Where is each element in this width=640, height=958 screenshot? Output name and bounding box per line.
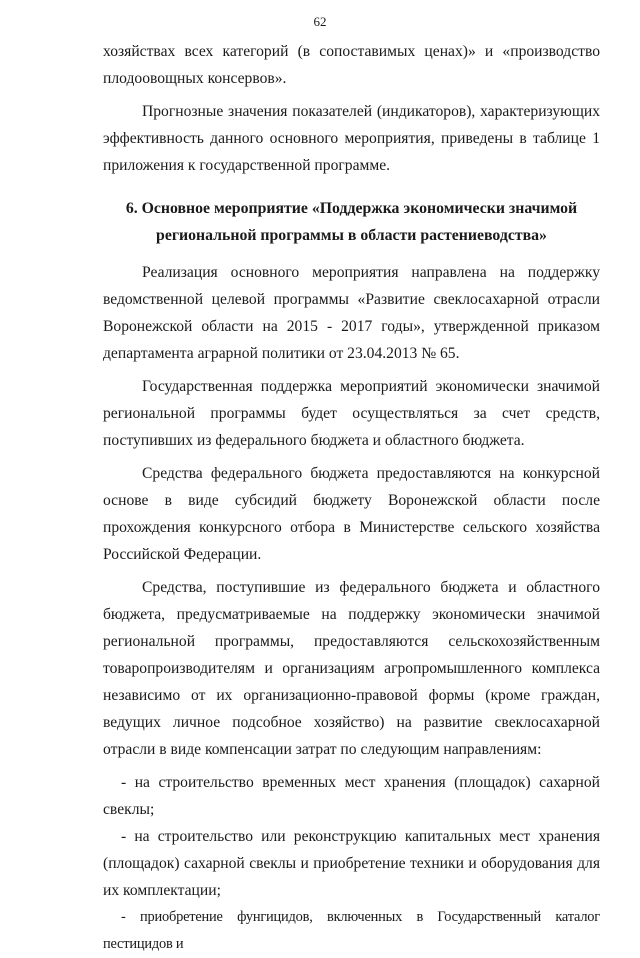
paragraph-implementation: Реализация основного мероприятия направлена на поддержку ведомственной целевой программы «Развитие свеклосахарной отрасли Воронежской области на 2015 - 2017 годы», утвержденной приказом департамента аграрной политики от 23.04.2013 № 65. bbox=[103, 264, 600, 362]
document-body bbox=[103, 38, 600, 958]
paragraph-federal-funds: Средства федерального бюджета предоставляются на конкурсной основе в виде субсидий бюджету Воронежской области после прохождения конкурсного отбора в Министерстве сельского хозяйства Российской Федерации. bbox=[103, 465, 600, 563]
list-item-temporary-storage: - на строительство временных мест хранения (площадок) сахарной свеклы; bbox=[103, 774, 600, 818]
paragraph-state-support: Государственная поддержка мероприятий экономически значимой региональной программы будет осуществляться за счет средств, поступивших из федерального бюджета и областного бюджета. bbox=[103, 378, 600, 449]
page-number: 62 bbox=[313, 14, 327, 29]
list-item-capital-storage: - на строительство или реконструкцию капитальных мест хранения (площадок) сахарной свеклы и приобретение техники и оборудования для их комплектации; bbox=[103, 828, 600, 899]
paragraph-indicators: Прогнозные значения показателей (индикаторов), характеризующих эффективность данного основного мероприятия, приведены в таблице 1 приложения к государственной программе. bbox=[103, 103, 600, 174]
paragraph-continuation: хозяйствах всех категорий (в сопоставимых ценах)» и «производство плодоовощных консервов». bbox=[103, 43, 600, 87]
paragraph-funds-directions: Средства, поступившие из федерального бюджета и областного бюджета, предусматриваемые на поддержку экономически значимой региональной программы, предоставляются сельскохозяйственным товаропроизводителям и организациям агропромышленного комплекса независимо от их организационно-правовой формы (кроме граждан, ведущих личное подсобное хозяйство) на развитие свеклосахарной отрасли в виде компенсации затрат по следующим направлениям: bbox=[103, 579, 600, 758]
list-item-fungicides: - приобретение фунгицидов, включенных в Государственный каталог пестицидов и bbox=[103, 909, 600, 952]
section-heading: 6. Основное мероприятие «Поддержка экономически значимой региональной программы в области растениеводства» bbox=[125, 200, 578, 244]
